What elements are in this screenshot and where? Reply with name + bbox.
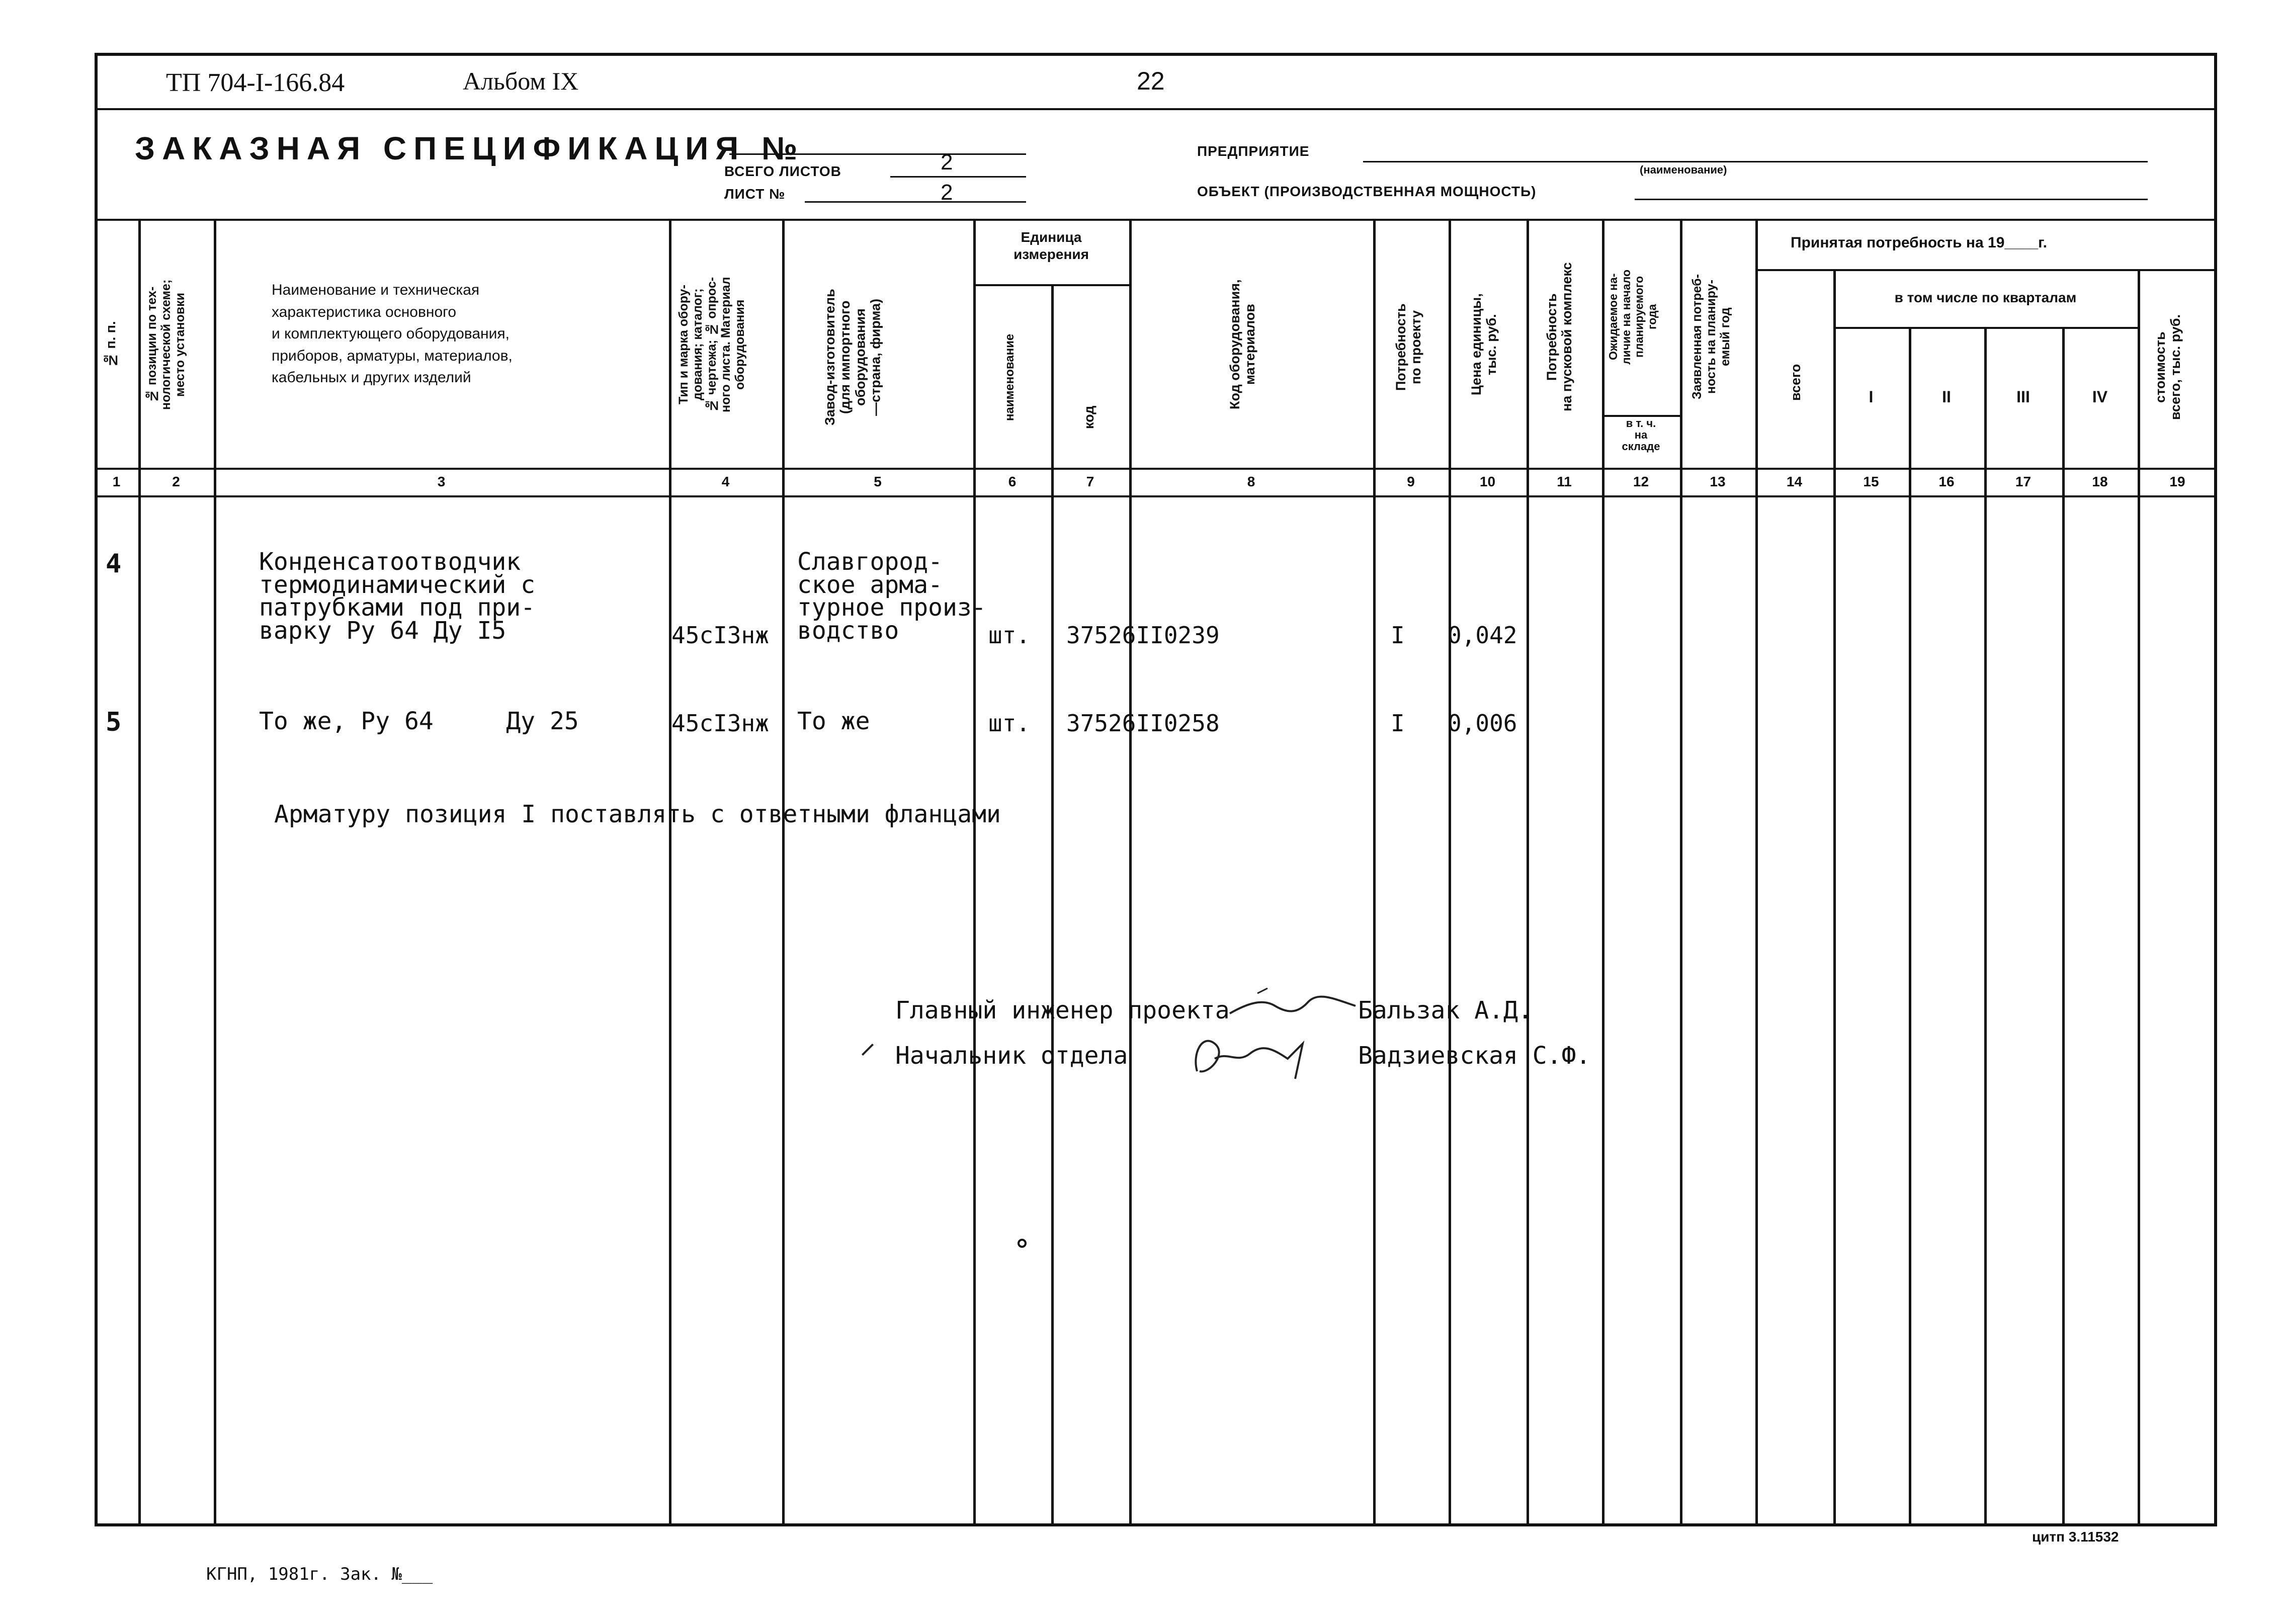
sheet-line bbox=[805, 201, 1026, 203]
colnum-1: 1 bbox=[112, 474, 121, 489]
header-c15: I bbox=[1869, 388, 1874, 406]
header-c7: код bbox=[1081, 405, 1096, 430]
header-c8: Код оборудования, материалов bbox=[1227, 279, 1258, 410]
col-line-4 bbox=[782, 219, 785, 1526]
colnum-15: 15 bbox=[1863, 474, 1879, 489]
top-band-line bbox=[95, 108, 2217, 110]
row-5-type: 45сI3нж bbox=[671, 710, 769, 737]
form-number: цитп 3.11532 bbox=[2032, 1529, 2119, 1545]
head-signature bbox=[1187, 1023, 1328, 1084]
row-5-name: То же, Ру 64 Ду 25 bbox=[259, 707, 579, 735]
colnum-11: 11 bbox=[1557, 474, 1572, 489]
col-line-5 bbox=[973, 219, 976, 1526]
document-code: ТП 704-I-166.84 bbox=[166, 68, 345, 97]
header-c12-top: Ожидаемое на- личие на начало планируемого года bbox=[1606, 269, 1659, 365]
col-line-1 bbox=[138, 219, 141, 1526]
row-5-code: 37526II0258 bbox=[1066, 710, 1220, 737]
header-c6: наименование bbox=[1003, 333, 1017, 421]
sheet-label: ЛИСТ № bbox=[724, 186, 786, 202]
colnum-6: 6 bbox=[1008, 474, 1017, 489]
row-5-qty: I bbox=[1391, 710, 1405, 737]
colnum-10: 10 bbox=[1479, 474, 1496, 489]
total-sheets-value: 2 bbox=[941, 150, 953, 175]
colnum-17: 17 bbox=[2015, 474, 2032, 489]
total-sheets-label: ВСЕГО ЛИСТОВ bbox=[724, 163, 841, 179]
quarters-line bbox=[1833, 327, 2138, 329]
delivery-note: Арматуру позиция I поставлять с ответными фланцами bbox=[274, 800, 1001, 828]
object-line bbox=[1635, 199, 2148, 200]
enterprise-line bbox=[1363, 161, 2148, 162]
header-c4: Тип и марка обору- дования; каталог; № чертежа; № опрос- ного листа. Материал оборудования bbox=[677, 277, 747, 412]
chief-signature bbox=[1227, 983, 1358, 1023]
spec-number-line bbox=[729, 153, 1026, 155]
row-4-name: Конденсатоотводчик термодинамический с патрубками под при- варку Ру 64 Ду I5 bbox=[259, 548, 536, 645]
row-4-num: 4 bbox=[106, 549, 122, 579]
header-c5: Завод-изготовитель (для импортного оборудования —страна, фирма) bbox=[822, 289, 883, 425]
header-c3: Наименование и техническая характеристика основного и комплектующего оборудования, приборов, арматуры, материалов, кабельных и других изделий bbox=[272, 282, 513, 386]
page-number: 22 bbox=[1137, 67, 1165, 95]
header-c12-sub: в т. ч. на складе bbox=[1622, 417, 1660, 453]
object-label: ОБЪЕКТ (ПРОИЗВОДСТВЕННАЯ МОЩНОСТЬ) bbox=[1197, 184, 1537, 199]
col-line-12 bbox=[1680, 219, 1682, 1526]
row-5-maker: То же bbox=[797, 707, 870, 735]
chief-engineer-label: Главный инженер проекта bbox=[895, 996, 1230, 1024]
header-quarters-group: в том числе по кварталам bbox=[1894, 290, 2077, 305]
colnum-12: 12 bbox=[1633, 474, 1649, 489]
sheet-value: 2 bbox=[941, 180, 953, 205]
col-line-8 bbox=[1373, 219, 1376, 1526]
col-line-13 bbox=[1755, 219, 1758, 1526]
col-line-10 bbox=[1527, 219, 1529, 1526]
header-c18: IV bbox=[2092, 388, 2108, 406]
col-line-17 bbox=[2062, 327, 2065, 1526]
colnum-19: 19 bbox=[2169, 474, 2185, 489]
total-sheets-line bbox=[890, 176, 1026, 178]
form-frame bbox=[95, 53, 2217, 1526]
row-4-code: 37526II0239 bbox=[1066, 622, 1220, 649]
colnum-18: 18 bbox=[2092, 474, 2108, 489]
row-4-unit: шт. bbox=[988, 622, 1031, 649]
col-line-3 bbox=[669, 219, 671, 1526]
col-line-16 bbox=[1984, 327, 1987, 1526]
naming-note: (наименование) bbox=[1640, 163, 1727, 176]
colnum-7: 7 bbox=[1086, 474, 1094, 489]
row-5-price: 0,006 bbox=[1448, 710, 1517, 737]
header-accepted: Принятая потребность на 19____г. bbox=[1791, 234, 2047, 251]
accepted-line bbox=[1755, 269, 2217, 271]
row-5-num: 5 bbox=[106, 707, 122, 737]
col-line-9 bbox=[1449, 219, 1451, 1526]
colnum-8: 8 bbox=[1247, 474, 1255, 489]
header-c2: № позиции по тех- нологической схеме; место установки bbox=[145, 279, 187, 410]
printer-imprint: КГНП, 1981г. Зак. №___ bbox=[206, 1564, 433, 1584]
chief-engineer-name: Бальзак А.Д. bbox=[1358, 996, 1533, 1024]
header-c1: № п. п. bbox=[103, 321, 118, 368]
colnum-bottom-line bbox=[95, 495, 2217, 497]
form-title: ЗАКАЗНАЯ СПЕЦИФИКАЦИЯ № bbox=[135, 130, 805, 166]
enterprise-label: ПРЕДПРИЯТИЕ bbox=[1197, 143, 1310, 159]
header-unit-group: Единица измерения bbox=[1013, 229, 1089, 262]
title-band-line bbox=[95, 219, 2217, 221]
header-c11: Потребность на пусковой комплекс bbox=[1544, 262, 1575, 412]
department-head-label: Начальник отдела bbox=[895, 1042, 1128, 1070]
header-c10: Цена единицы, тыс. руб. bbox=[1469, 293, 1499, 396]
row-4-maker: Славгород- ское арма- турное произ- водство bbox=[797, 548, 986, 645]
department-head-name: Вадзиевская С.Ф. bbox=[1358, 1042, 1591, 1070]
header-c19: стоимость всего, тыс. руб. bbox=[2153, 314, 2183, 420]
dot-mark bbox=[1018, 1239, 1027, 1248]
col-line-18 bbox=[2138, 269, 2140, 1526]
col-line-7 bbox=[1129, 219, 1132, 1526]
col-line-14 bbox=[1833, 269, 1836, 1526]
colnum-16: 16 bbox=[1938, 474, 1955, 489]
header-c13: Заявленная потреб- ность на планиру- емый год bbox=[1690, 274, 1732, 400]
colnum-5: 5 bbox=[874, 474, 882, 489]
row-4-price: 0,042 bbox=[1448, 622, 1517, 649]
unit-group-line bbox=[973, 284, 1129, 286]
col-line-2 bbox=[214, 219, 216, 1526]
album-label: Альбом IX bbox=[463, 67, 579, 95]
header-c14: всего bbox=[1788, 364, 1803, 401]
header-c17: III bbox=[2016, 388, 2030, 406]
header-bottom-line bbox=[95, 468, 2217, 470]
colnum-3: 3 bbox=[437, 474, 446, 489]
row-4-qty: I bbox=[1391, 622, 1405, 649]
header-c9: Потребность по проекту bbox=[1393, 303, 1424, 391]
colnum-4: 4 bbox=[721, 474, 730, 489]
header-c16: II bbox=[1942, 388, 1951, 406]
colnum-14: 14 bbox=[1786, 474, 1803, 489]
col-line-15 bbox=[1909, 327, 1911, 1526]
colnum-13: 13 bbox=[1710, 474, 1726, 489]
colnum-2: 2 bbox=[172, 474, 180, 489]
row-4-type: 45сI3нж bbox=[671, 622, 769, 649]
col-line-6 bbox=[1051, 284, 1054, 1526]
row-5-unit: шт. bbox=[988, 710, 1031, 737]
colnum-9: 9 bbox=[1407, 474, 1415, 489]
